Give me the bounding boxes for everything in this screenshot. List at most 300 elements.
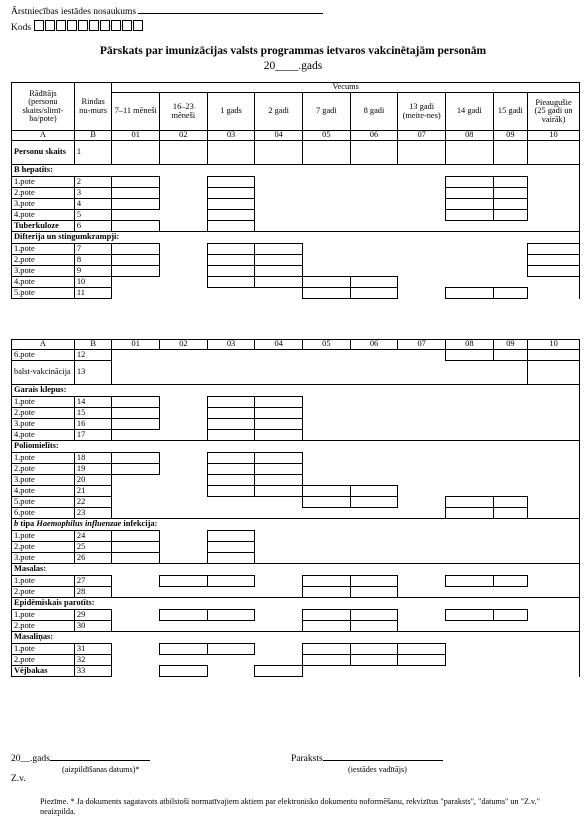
input-cell[interactable]: [112, 464, 160, 475]
blank-cell: [112, 621, 160, 632]
blank-cell: [303, 221, 351, 232]
input-cell[interactable]: [207, 177, 255, 188]
input-cell[interactable]: [303, 497, 351, 508]
table-row: [12, 199, 580, 210]
input-cell[interactable]: [398, 141, 446, 165]
blank-cell: [528, 553, 580, 564]
blank-cell: [398, 475, 446, 486]
report-table-1: [11, 82, 580, 299]
input-cell[interactable]: [303, 576, 351, 587]
age-column-header: 14 gadi: [445, 93, 493, 131]
blank-cell: [528, 277, 580, 288]
row-number: 5: [74, 210, 112, 221]
blank-cell: [160, 621, 208, 632]
input-cell[interactable]: [112, 453, 160, 464]
blank-cell: [160, 475, 208, 486]
table-row: [12, 266, 580, 277]
blank-cell: [445, 464, 493, 475]
blank-cell: [255, 610, 303, 621]
input-cell[interactable]: [350, 610, 398, 621]
input-cell[interactable]: [493, 508, 527, 519]
row-number: 24: [74, 531, 112, 542]
input-cell[interactable]: [160, 610, 208, 621]
input-cell[interactable]: [112, 531, 160, 542]
blank-cell: [350, 419, 398, 430]
blank-cell: [255, 508, 303, 519]
row-number: 9: [74, 266, 112, 277]
row-number: 1: [74, 141, 112, 165]
blank-cell: [350, 177, 398, 188]
blank-cell: [303, 397, 351, 408]
input-cell[interactable]: [303, 288, 351, 299]
blank-cell: [493, 408, 527, 419]
blank-cell: [528, 666, 580, 677]
input-cell[interactable]: [350, 576, 398, 587]
input-cell[interactable]: [207, 553, 255, 564]
table-row: [12, 210, 580, 221]
age-column-header: 1 gads: [207, 93, 255, 131]
input-cell[interactable]: [207, 277, 255, 288]
input-cell[interactable]: [207, 255, 255, 266]
section-diphtheria: Difterija un stingumkrampji:: [12, 232, 580, 244]
row-label: 1.pote: [12, 397, 75, 408]
input-cell[interactable]: [255, 244, 303, 255]
table-row: [12, 188, 580, 199]
blank-cell: [112, 277, 160, 288]
input-cell[interactable]: [207, 576, 255, 587]
blank-cell: [160, 244, 208, 255]
input-cell[interactable]: [528, 255, 580, 266]
column-code: 09: [493, 340, 527, 350]
blank-cell: [207, 666, 255, 677]
age-column-header: 13 gadi (meite-nes): [398, 93, 446, 131]
input-cell[interactable]: [350, 621, 398, 632]
blank-cell: [445, 430, 493, 441]
footnote: Piezīme. * Ja dokuments sagatavots atbilstoši normatīvajiem aktiem par elektronisko dokumentu noformēšanu, rekvizītus "paraksts", "datums" un "Z.v." neaizpilda.: [40, 797, 540, 817]
blank-cell: [398, 553, 446, 564]
input-cell[interactable]: [160, 644, 208, 655]
input-cell[interactable]: [528, 141, 580, 165]
input-cell[interactable]: [112, 397, 160, 408]
input-cell[interactable]: [528, 361, 580, 385]
blank-cell: [303, 542, 351, 553]
table-row: [12, 221, 580, 232]
table-row: [12, 244, 580, 255]
row-number: 6: [74, 221, 112, 232]
blank-cell: [528, 576, 580, 587]
blank-cell: [445, 531, 493, 542]
blank-cell: [528, 497, 580, 508]
input-cell[interactable]: [528, 266, 580, 277]
blank-cell: [350, 221, 398, 232]
input-cell[interactable]: [255, 255, 303, 266]
input-cell[interactable]: [350, 587, 398, 598]
input-cell[interactable]: [207, 610, 255, 621]
input-cell[interactable]: [207, 475, 255, 486]
column-code: 02: [160, 131, 208, 141]
input-cell[interactable]: [112, 542, 160, 553]
institution-label: Ārstniecības iestādes nosaukums: [11, 7, 137, 17]
section-mumps: Epidēmiskais parotīts:: [12, 598, 580, 610]
blank-cell: [398, 277, 446, 288]
blank-cell: [255, 542, 303, 553]
input-cell[interactable]: [493, 610, 527, 621]
input-cell[interactable]: [350, 644, 398, 655]
row-label: 6.pote: [12, 350, 75, 361]
input-cell[interactable]: [493, 177, 527, 188]
blank-cell: [160, 361, 208, 385]
input-cell[interactable]: [207, 419, 255, 430]
age-column-header: 15 gadi: [493, 93, 527, 131]
blank-cell: [112, 475, 160, 486]
blank-cell: [207, 508, 255, 519]
blank-cell: [398, 177, 446, 188]
input-cell[interactable]: [303, 644, 351, 655]
column-code: 01: [112, 340, 160, 350]
row-number: 18: [74, 453, 112, 464]
row-number: 27: [74, 576, 112, 587]
input-cell[interactable]: [160, 141, 208, 165]
blank-cell: [303, 199, 351, 210]
input-cell[interactable]: [112, 221, 160, 232]
report-table-2: [11, 339, 580, 677]
blank-cell: [255, 621, 303, 632]
blank-cell: [445, 277, 493, 288]
blank-cell: [528, 587, 580, 598]
blank-cell: [493, 464, 527, 475]
blank-cell: [303, 188, 351, 199]
blank-cell: [445, 644, 493, 655]
blank-cell: [493, 486, 527, 497]
row-label: 3.pote: [12, 266, 75, 277]
blank-cell: [350, 188, 398, 199]
blank-cell: [160, 255, 208, 266]
blank-cell: [493, 553, 527, 564]
blank-cell: [528, 397, 580, 408]
input-cell[interactable]: [303, 621, 351, 632]
input-cell[interactable]: [207, 397, 255, 408]
input-cell[interactable]: [255, 277, 303, 288]
input-cell[interactable]: [445, 210, 493, 221]
date-line[interactable]: [11, 754, 150, 764]
input-cell[interactable]: [207, 486, 255, 497]
input-cell[interactable]: [112, 553, 160, 564]
blank-cell: [207, 288, 255, 299]
blank-cell: [445, 655, 493, 666]
row-label: Vējbakas: [12, 666, 75, 677]
blank-cell: [303, 419, 351, 430]
input-cell[interactable]: [160, 666, 208, 677]
column-code: 04: [255, 340, 303, 350]
institution-name-field[interactable]: [138, 13, 323, 14]
blank-cell: [303, 255, 351, 266]
blank-cell: [160, 266, 208, 277]
input-cell[interactable]: [398, 655, 446, 666]
input-cell[interactable]: [445, 199, 493, 210]
table-row: [12, 430, 580, 441]
blank-cell: [112, 361, 160, 385]
section-measles: Masalas:: [12, 564, 580, 576]
input-cell[interactable]: [112, 188, 160, 199]
blank-cell: [303, 553, 351, 564]
row-number: 14: [74, 397, 112, 408]
input-cell[interactable]: [303, 587, 351, 598]
input-cell[interactable]: [445, 508, 493, 519]
blank-cell: [255, 531, 303, 542]
blank-cell: [445, 255, 493, 266]
input-cell[interactable]: [255, 408, 303, 419]
blank-cell: [398, 210, 446, 221]
row-number: 13: [74, 361, 112, 385]
age-column-header: 8 gadi: [350, 93, 398, 131]
input-cell[interactable]: [255, 453, 303, 464]
input-cell[interactable]: [112, 255, 160, 266]
blank-cell: [255, 199, 303, 210]
input-cell[interactable]: [493, 210, 527, 221]
input-cell[interactable]: [255, 266, 303, 277]
blank-cell: [160, 408, 208, 419]
input-cell[interactable]: [112, 177, 160, 188]
input-cell[interactable]: [207, 430, 255, 441]
input-cell[interactable]: [207, 210, 255, 221]
blank-cell: [303, 210, 351, 221]
input-cell[interactable]: [207, 644, 255, 655]
input-cell[interactable]: [207, 141, 255, 165]
blank-cell: [398, 464, 446, 475]
blank-cell: [528, 210, 580, 221]
blank-cell: [445, 587, 493, 598]
input-cell[interactable]: [207, 199, 255, 210]
column-code: 06: [350, 131, 398, 141]
indicator-header: Rādītājs (personu skaits/slimī-ba/pote): [12, 83, 75, 131]
blank-cell: [350, 210, 398, 221]
input-cell[interactable]: [445, 576, 493, 587]
row-number: 26: [74, 553, 112, 564]
input-cell[interactable]: [350, 141, 398, 165]
input-cell[interactable]: [255, 486, 303, 497]
row-number: 33: [74, 666, 112, 677]
input-cell[interactable]: [207, 453, 255, 464]
table-row: [12, 497, 580, 508]
input-cell[interactable]: [445, 141, 493, 165]
input-cell[interactable]: [445, 350, 493, 361]
input-cell[interactable]: [112, 266, 160, 277]
input-cell[interactable]: [207, 464, 255, 475]
blank-cell: [493, 542, 527, 553]
blank-cell: [398, 542, 446, 553]
column-code: 07: [398, 340, 446, 350]
input-cell[interactable]: [350, 486, 398, 497]
letter-b: B: [74, 131, 112, 141]
table-row: [12, 255, 580, 266]
blank-cell: [528, 419, 580, 430]
blank-cell: [528, 655, 580, 666]
input-cell[interactable]: [255, 666, 303, 677]
blank-cell: [398, 453, 446, 464]
input-cell[interactable]: [255, 397, 303, 408]
input-cell[interactable]: [398, 644, 446, 655]
table-row: [12, 531, 580, 542]
blank-cell: [160, 486, 208, 497]
blank-cell: [112, 644, 160, 655]
row-label: 4.pote: [12, 430, 75, 441]
row-label: balst-vakcinācija: [12, 361, 75, 385]
input-cell[interactable]: [112, 141, 160, 165]
input-cell[interactable]: [255, 430, 303, 441]
blank-cell: [350, 408, 398, 419]
input-cell[interactable]: [303, 277, 351, 288]
row-label: 5.pote: [12, 497, 75, 508]
blank-cell: [350, 199, 398, 210]
table-row: [12, 397, 580, 408]
institution-line: [11, 7, 323, 17]
row-number: 31: [74, 644, 112, 655]
column-code: 01: [112, 131, 160, 141]
input-cell[interactable]: [493, 188, 527, 199]
letter-b: B: [74, 340, 112, 350]
blank-cell: [398, 221, 446, 232]
input-cell[interactable]: [255, 464, 303, 475]
input-cell[interactable]: [207, 188, 255, 199]
row-number: 7: [74, 244, 112, 255]
hib-title-part: b: [14, 519, 19, 529]
column-code: 08: [445, 340, 493, 350]
input-cell[interactable]: [493, 497, 527, 508]
input-cell[interactable]: [445, 188, 493, 199]
blank-cell: [493, 397, 527, 408]
input-cell[interactable]: [350, 655, 398, 666]
blank-cell: [303, 244, 351, 255]
blank-cell: [255, 553, 303, 564]
input-cell[interactable]: [493, 288, 527, 299]
input-cell[interactable]: [207, 244, 255, 255]
seal-label: Z.v.: [11, 774, 26, 784]
blank-cell: [528, 408, 580, 419]
blank-cell: [493, 644, 527, 655]
table-row: [12, 553, 580, 564]
blank-cell: [398, 199, 446, 210]
blank-cell: [160, 210, 208, 221]
row-number: 10: [74, 277, 112, 288]
input-cell[interactable]: [493, 199, 527, 210]
blank-cell: [303, 464, 351, 475]
blank-cell: [493, 419, 527, 430]
blank-cell: [160, 655, 208, 666]
blank-cell: [528, 531, 580, 542]
blank-cell: [493, 666, 527, 677]
blank-cell: [493, 266, 527, 277]
blank-cell: [445, 621, 493, 632]
row-label: 2.pote: [12, 408, 75, 419]
input-cell[interactable]: [112, 408, 160, 419]
hib-title-part: tipa: [20, 519, 35, 529]
blank-cell: [350, 553, 398, 564]
row-label: 2.pote: [12, 621, 75, 632]
table-row: [12, 644, 580, 655]
blank-cell: [398, 576, 446, 587]
blank-cell: [445, 486, 493, 497]
input-cell[interactable]: [445, 497, 493, 508]
table-row: [12, 419, 580, 430]
column-code: 05: [303, 131, 351, 141]
input-cell[interactable]: [207, 408, 255, 419]
blank-cell: [398, 288, 446, 299]
blank-cell: [255, 361, 303, 385]
row-label: 5.pote: [12, 288, 75, 299]
input-cell[interactable]: [350, 497, 398, 508]
blank-cell: [112, 576, 160, 587]
blank-cell: [528, 453, 580, 464]
input-cell[interactable]: [303, 486, 351, 497]
column-code: 02: [160, 340, 208, 350]
blank-cell: [350, 266, 398, 277]
input-cell[interactable]: [493, 141, 527, 165]
input-cell[interactable]: [350, 277, 398, 288]
row-number: 17: [74, 430, 112, 441]
input-cell[interactable]: [528, 350, 580, 361]
blank-cell: [112, 288, 160, 299]
blank-cell: [350, 531, 398, 542]
age-column-header: 7 gadi: [303, 93, 351, 131]
input-cell[interactable]: [445, 610, 493, 621]
blank-cell: [350, 361, 398, 385]
input-cell[interactable]: [350, 288, 398, 299]
blank-cell: [445, 419, 493, 430]
input-cell[interactable]: [303, 141, 351, 165]
blank-cell: [255, 497, 303, 508]
input-cell[interactable]: [112, 244, 160, 255]
input-cell[interactable]: [255, 141, 303, 165]
input-cell[interactable]: [160, 576, 208, 587]
signature-line[interactable]: [291, 754, 443, 764]
blank-cell: [350, 542, 398, 553]
blank-cell: [160, 553, 208, 564]
input-cell[interactable]: [112, 419, 160, 430]
input-cell[interactable]: [303, 610, 351, 621]
input-cell[interactable]: [207, 531, 255, 542]
input-cell[interactable]: [528, 244, 580, 255]
row-number: 29: [74, 610, 112, 621]
blank-cell: [398, 266, 446, 277]
input-cell[interactable]: [303, 655, 351, 666]
input-cell[interactable]: [112, 199, 160, 210]
input-cell[interactable]: [445, 288, 493, 299]
blank-cell: [207, 621, 255, 632]
input-cell[interactable]: [207, 542, 255, 553]
blank-cell: [493, 475, 527, 486]
date-caption: (aizpildīšanas datums)*: [62, 765, 140, 774]
blank-cell: [160, 497, 208, 508]
blank-cell: [112, 610, 160, 621]
input-cell[interactable]: [493, 350, 527, 361]
column-code: 03: [207, 131, 255, 141]
input-cell[interactable]: [445, 177, 493, 188]
column-code: 04: [255, 131, 303, 141]
code-boxes[interactable]: [33, 23, 143, 33]
section-rubella: Masaliņas:: [12, 632, 580, 644]
table-row: [12, 508, 580, 519]
input-cell[interactable]: [255, 475, 303, 486]
input-cell[interactable]: [207, 266, 255, 277]
report-year[interactable]: 20____.gads: [263, 60, 323, 72]
age-header: Vecums: [112, 83, 580, 93]
input-cell[interactable]: [493, 576, 527, 587]
input-cell[interactable]: [255, 419, 303, 430]
row-label: 1.pote: [12, 177, 75, 188]
blank-cell: [398, 244, 446, 255]
table-row: [12, 350, 580, 361]
input-cell[interactable]: [207, 221, 255, 232]
